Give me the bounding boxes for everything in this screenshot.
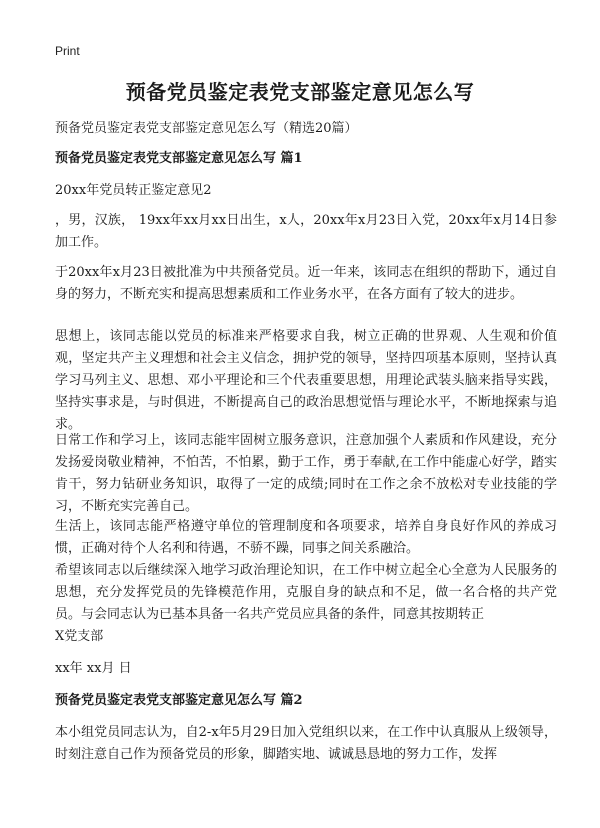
document-title: 预备党员鉴定表党支部鉴定意见怎么写 xyxy=(125,80,475,104)
print-link[interactable]: Print xyxy=(55,44,80,58)
paragraph-ideology: 思想上，该同志能以党员的标准来严格要求自我，树立正确的世界观、人生观和价值观，坚定共产主义理想和社会主义信念，拥护党的领导，坚持四项基本原则，坚持认真学习马列主义、思想、邓小平理论和三个代表重要思想，用理论武装头脑来指导实践，坚持实事求是，与时俱进，不断提高自己的政治思想觉悟与理论水平，不断地探索与追求。 xyxy=(55,329,557,432)
document-subtitle: 预备党员鉴定表党支部鉴定意见怎么写（精选20篇） xyxy=(55,121,358,136)
paragraph-section2: 本小组党员同志认为，自2-x年5月29日加入党组织以来，在工作中认真服从上级领导，时刻注意自己作为预备党员的形象，脚踏实地、诚诚恳恳地的努力工作，发挥 xyxy=(55,725,557,762)
signature-branch: X党支部 xyxy=(55,629,104,644)
section1-heading: 预备党员鉴定表党支部鉴定意见怎么写 篇1 xyxy=(55,151,303,166)
paragraph-work-study: 日常工作和学习上，该同志能牢固树立服务意识，注意加强个人素质和作风建设，充分发扬爱岗敬业精神，不怕苦，不怕累，勤于工作，勇于奉献,在工作中能虚心好学，踏实肯干，努力钻研业务知识，取得了一定的成绩;同时在工作之余不放松对专业技能的学习，不断充实完善自己。 xyxy=(55,433,557,514)
paragraph-probation: 于20xx年x月23日被批准为中共预备党员。近一年来，该同志在组织的帮助下，通过自身的努力，不断充实和提高思想素质和工作业务水平，在各方面有了较大的进步。 xyxy=(55,265,557,302)
paragraph-expectation: 希望该同志以后继续深入地学习政治理论知识，在工作中树立起全心全意为人民服务的思想，充分发挥党员的先锋模范作用，克服自身的缺点和不足，做一名合格的共产党员。与会同志认为已基本具备一名共产党员应具备的条件，同意其按期转正 xyxy=(55,563,557,622)
paragraph-basic-info: ，男，汉族， 19xx年xx月xx日出生，x人，20xx年x月23日入党，20xx年x月14日参加工作。 xyxy=(55,213,557,250)
paragraph-life: 生活上，该同志能严格遵守单位的管理制度和各项要求，培养自身良好作风的养成习惯，正确对待个人名利和待遇，不骄不躁，同事之间关系融洽。 xyxy=(55,519,557,556)
signature-date: xx年 xx月 日 xyxy=(55,661,132,676)
section2-heading: 预备党员鉴定表党支部鉴定意见怎么写 篇2 xyxy=(55,693,303,708)
section1-subheading: 20xx年党员转正鉴定意见2 xyxy=(55,183,212,198)
